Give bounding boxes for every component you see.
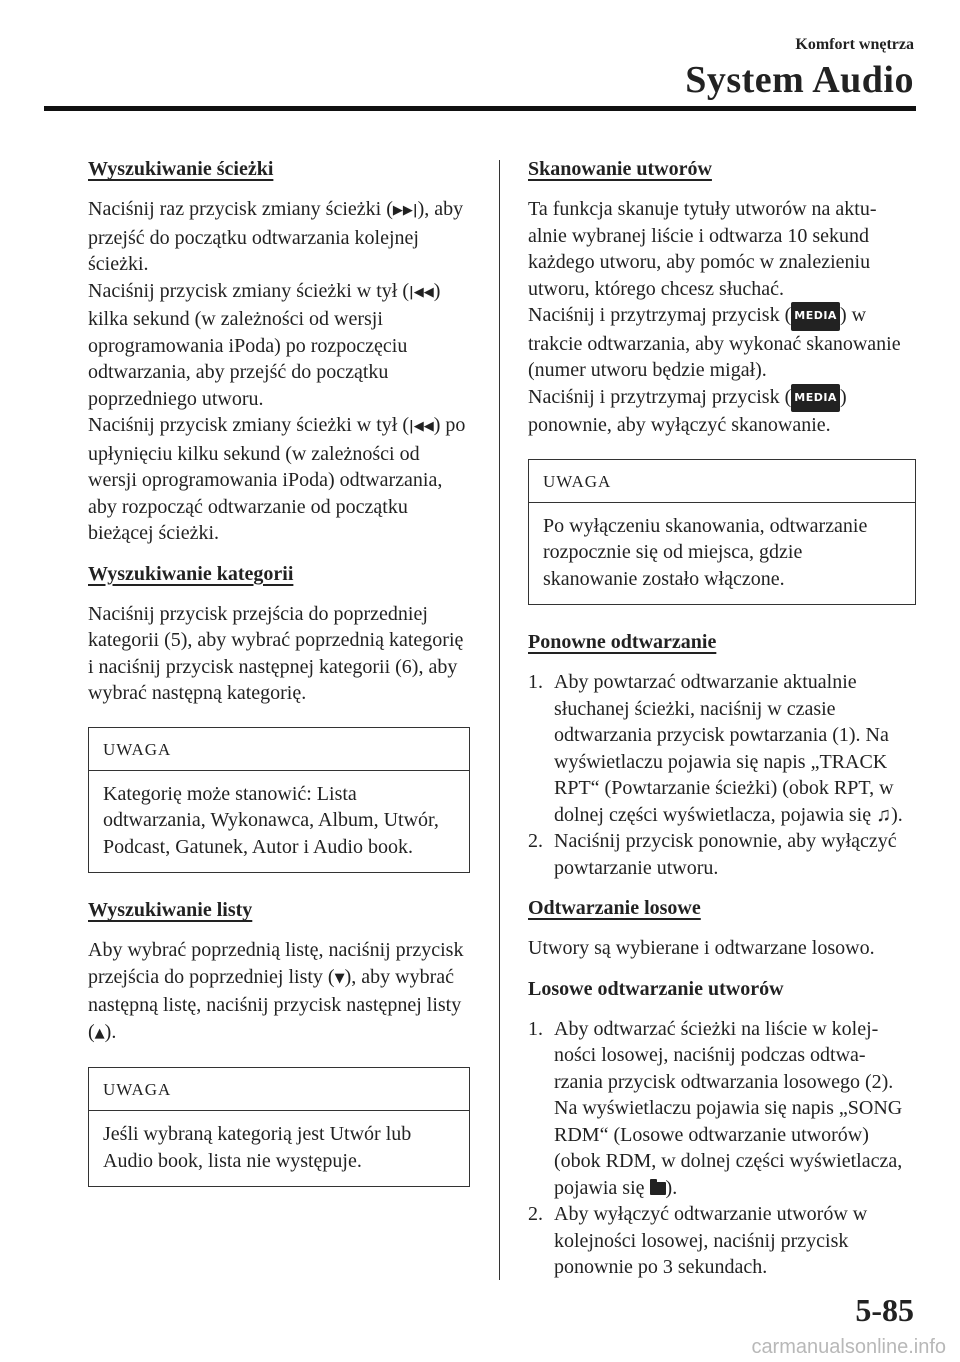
media-button-icon: MEDIA: [791, 384, 840, 413]
section-label: Komfort wnętrza: [795, 36, 914, 53]
scan-paragraph-3: Naciśnij i przytrzymaj przycisk ( MEDIA ) ponownie, aby wyłączyć skanowanie.: [528, 385, 847, 436]
note-box-category: [88, 727, 470, 874]
list-item: 2. Aby wyłączyć odtwarzanie utworów w kolejności losowej, naciśnij przycisk ponownie po 3 sekundach.: [528, 1203, 868, 1278]
track-paragraph-1: Naciśnij raz przycisk zmiany ścieżki (▶▶|), aby przejść do początku odtwarzania kolejnej ścieżki.: [88, 198, 464, 275]
heading-repeat: Ponowne odtwarzanie: [528, 631, 717, 653]
folder-icon: [650, 1182, 666, 1195]
list-paragraph: Aby wybrać poprzednią listę, naciśnij przycisk przejścia do poprzedniej listy (▼), aby wybrać następną listę, naciśnij przycisk następnej listy (▲).: [88, 937, 470, 1047]
note-body: Jeśli wybraną kategorią jest Utwór lub Audio book, lista nie występuje.: [103, 1123, 412, 1172]
header-rule: [44, 106, 916, 111]
note-body: Po wyłączeniu skanowania, odtwarzanie rozpocznie się od miejsca, gdzie skanowanie zostało włączone.: [543, 514, 868, 590]
note-body: Kategorię może stanowić: Lista odtwarzania, Wykonawca, Album, Utwór, Podcast, Gatunek, Autor i Audio book.: [103, 782, 439, 858]
up-arrow-icon: ▲: [94, 1025, 105, 1041]
note-box-list: [88, 1067, 470, 1187]
right-column: [528, 156, 916, 1281]
media-button-icon: MEDIA: [791, 302, 840, 331]
page-title: System Audio: [685, 59, 914, 101]
prev-track-icon: |◀◀: [409, 284, 434, 300]
page-number: 5-85: [855, 1292, 914, 1328]
random-steps: [528, 1016, 916, 1281]
heading-random: Odtwarzanie losowe: [528, 897, 701, 919]
scan-paragraph-2: Naciśnij i przytrzymaj przycisk ( MEDIA ) w trakcie odtwarzania, aby wykonać skanowanie (numer utworu będzie migał).: [528, 304, 901, 381]
list-item: 1. Aby powtarzać odtwarzanie aktualnie słuchanej ścieżki, naciśnij w czasie odtwarzania przycisk powtarzania (1). Na wyświetlaczu pojawia się napis „TRACK RPT“ (Powtarzanie ścieżki) (obok RPT, w dolnej części wyświetlacza, pojawia się ♫).: [528, 671, 903, 826]
left-column: [88, 156, 470, 1211]
note-box-scan: [528, 459, 916, 606]
heading-track-search: Wyszukiwanie ścieżki: [88, 158, 274, 180]
repeat-steps: [528, 669, 916, 881]
track-paragraph-2: Naciśnij przycisk zmiany ścieżki w tył (|◀◀) kilka sekund (w zależności od wersji oprogramowania iPoda) po rozpoczęciu odtwarzania, aby przejść do początku poprzedniego utworu.: [88, 279, 441, 410]
list-item: 1. Aby odtwarzać ścieżki na liście w kolej- ności losowej, naciśnij podczas odtwa- rzania przycisk odtwarzania losowego (2). Na wyświetlaczu pojawia się napis „SONG RDM“ (Losowe odtwarzanie utworów) (obok RDM, w dolnej części wyświetlacza, pojawia się ).: [528, 1017, 903, 1199]
random-paragraph: Utwory są wybierane i odtwarzane losowo.: [528, 937, 875, 959]
list-item: 2. Naciśnij przycisk ponownie, aby wyłączyć powtarzanie utworu.: [528, 830, 897, 879]
heading-list-search: Wyszukiwanie listy: [88, 899, 253, 921]
track-paragraph-3: Naciśnij przycisk zmiany ścieżki w tył (|◀◀) po upłynięciu kilku sekund (w zależności od wersji oprogramowania iPoda) odtwarzania, aby rozpocząć odtwarzanie od początku bieżącej ścieżki.: [88, 414, 466, 544]
subheading-random-songs: Losowe odtwarzanie utworów: [528, 977, 784, 1000]
heading-category-search: Wyszukiwanie kategorii: [88, 562, 294, 585]
watermark: carmanualsonline.info: [751, 1336, 946, 1358]
heading-scan: Skanowanie utworów: [528, 158, 712, 180]
music-note-icon: ♫: [876, 803, 892, 826]
next-track-icon: ▶▶|: [392, 203, 418, 218]
scan-paragraph-1: Ta funkcja skanuje tytuły utworów na aktu- alnie wybranej liście i odtwarza 10 sekund każdego utworu, aby pomóc w znalezieniu utworu, którego chcesz słuchać.: [528, 198, 877, 300]
note-title: UWAGA: [89, 1068, 469, 1111]
note-title: UWAGA: [89, 728, 469, 771]
down-arrow-icon: ▼: [334, 970, 345, 986]
column-divider: [499, 160, 500, 1280]
note-title: UWAGA: [529, 460, 915, 503]
prev-track-icon: |◀◀: [409, 419, 434, 434]
category-paragraph: Naciśnij przycisk przejścia do poprzedniej kategorii (5), aby wybrać poprzednią kategorię i naciśnij przycisk następnej kategorii (6), aby wybrać następną kategorię.: [88, 602, 464, 704]
